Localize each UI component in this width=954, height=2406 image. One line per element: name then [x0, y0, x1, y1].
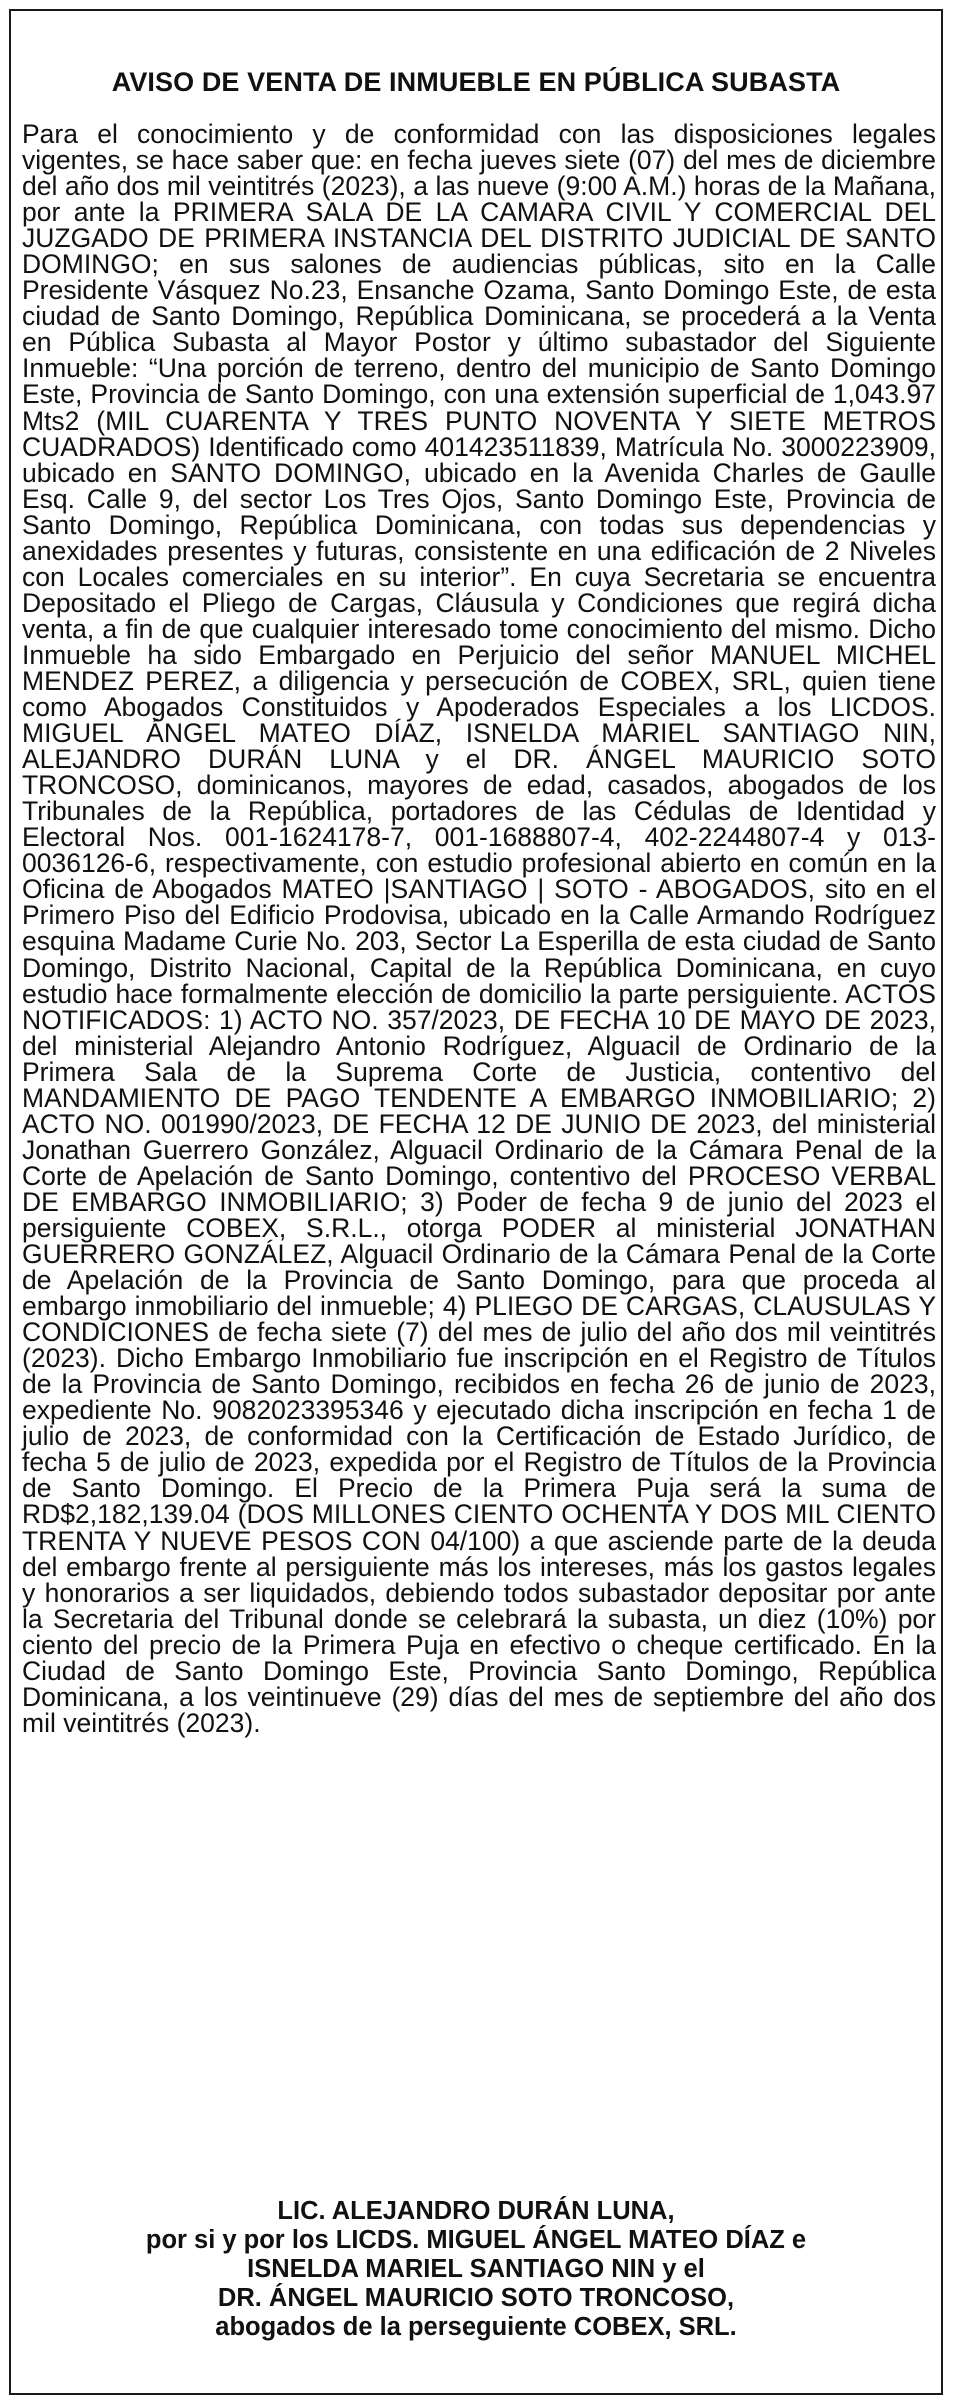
signature-line-1: LIC. ALEJANDRO DURÁN LUNA,	[277, 2197, 675, 2225]
notice-title: AVISO DE VENTA DE INMUEBLE EN PÚBLICA SUBASTA	[111, 67, 841, 97]
signature-line-5: abogados de la perseguiente COBEX, SRL.	[215, 2313, 737, 2341]
notice-frame	[9, 9, 943, 2395]
notice-body: Para el conocimiento y de conformidad con las disposiciones legales vigentes, se hace saber que: en fecha jueves siete (07) del mes de diciembre del año dos mil veintitrés (2023), a las nueve (9:00 A.M.) horas de la Mañana, por ante la PRIMERA SALA DE LA CAMARA CIVIL Y COMERCIAL DEL JUZGADO DE PRIMERA INSTANCIA DEL DISTRITO JUDICIAL DE SANTO DOMINGO; en sus salones de audiencias públicas, sito en la Calle Presidente Vásquez No.23, Ensanche Ozama, Santo Domingo Este, de esta ciudad de Santo Domingo, República Dominicana, se procederá a la Venta en Pública Subasta al Mayor Postor y último subastador del Siguiente Inmueble: “Una porción de terreno, dentro del municipio de Santo Domingo Este, Provincia de Santo Domingo, con una extensión superficial de 1,043.97 Mts2 (MIL CUARENTA Y TRES PUNTO NOVENTA Y SIETE METROS CUADRADOS) Identificado como 401423511839, Matrícula No. 3000223909, ubicado en SANTO DOMINGO, ubicado en la Avenida Charles de Gaulle Esq. Calle 9, del sector Los Tres Ojos, Santo Domingo Este, Provincia de Santo Domingo, República Dominicana, con todas sus dependencias y anexidades presentes y futuras, consistente en una edificación de 2 Niveles con Locales comerciales en su interior”. En cuya Secretaria se encuentra Depositado el Pliego de Cargas, Cláusula y Condiciones que regirá dicha venta, a fin de que cualquier interesado tome conocimiento del mismo. Dicho Inmueble ha sido Embargado en Perjuicio del señor MANUEL MICHEL MENDEZ PEREZ, a diligencia y persecución de COBEX, SRL, quien tiene como Abogados Constituidos y Apoderados Especiales a los LICDOS. MIGUEL ÁNGEL MATEO DÍAZ, ISNELDA MARIEL SANTIAGO NIN, ALEJANDRO DURÁN LUNA y el DR. ÁNGEL MAURICIO SOTO TRONCOSO, dominicanos, mayores de edad, casados, abogados de los Tribunales de la República, portadores de las Cédulas de Identidad y Electoral Nos. 001-1624178-7, 001-1688807-4, 402-2244807-4 y 013-0036126-6, respectivamente, con estudio profesional abierto en común en la Oficina de Abogados MATEO |SANTIAGO | SOTO - ABOGADOS, sito en el Primero Piso del Edificio Prodovisa, ubicado en la Calle Armando Rodríguez esquina Madame Curie No. 203, Sector La Esperilla de esta ciudad de Santo Domingo, Distrito Nacional, Capital de la República Dominicana, en cuyo estudio hace formalmente elección de domicilio la parte persiguiente. ACTOS NOTIFICADOS: 1) ACTO NO. 357/2023, DE FECHA 10 DE MAYO DE 2023, del ministerial Alejandro Antonio Rodríguez, Alguacil de Ordinario de la Primera Sala de la Suprema Corte de Justicia, contentivo del MANDAMIENTO DE PAGO TENDENTE A EMBARGO INMOBILIARIO; 2) ACTO NO. 001990/2023, DE FECHA 12 DE JUNIO DE 2023, del ministerial Jonathan Guerrero González, Alguacil Ordinario de la Cámara Penal de la Corte de Apelación de Santo Domingo, contentivo del PROCESO VERBAL DE EMBARGO INMOBILIARIO; 3) Poder de fecha 9 de junio del 2023 el persiguiente COBEX, S.R.L., otorga PODER al ministerial JONATHAN GUERRERO GONZÁLEZ, Alguacil Ordinario de la Cámara Penal de la Corte de Apelación de la Provincia de Santo Domingo, para que proceda al embargo inmobiliario del inmueble; 4) PLIEGO DE CARGAS, CLAUSULAS Y CONDICIONES de fecha siete (7) del mes de julio del año dos mil veintitrés (2023). Dicho Embargo Inmobiliario fue inscripción en el Registro de Títulos de la Provincia de Santo Domingo, recibidos en fecha 26 de junio de 2023, expediente No. 9082023395346 y ejecutado dicha inscripción en fecha 1 de julio de 2023, de conformidad con la Certificación de Estado Jurídico, de fecha 5 de julio de 2023, expedida por el Registro de Títulos de la Provincia de Santo Domingo. El Precio de la Primera Puja será la suma de RD$2,182,139.04 (DOS MILLONES CIENTO OCHENTA Y DOS MIL CIENTO TRENTA Y NUEVE PESOS CON 04/100) a que asciende parte de la deuda del embargo frente al persiguiente más los intereses, más los gastos legales y honorarios a ser liquidados, debiendo todos subastador depositar por ante la Secretaria del Tribunal donde se celebrará la subasta, un diez (10%) por ciento del precio de la Primera Puja en efectivo o cheque certificado. En la Ciudad de Santo Domingo Este, Provincia Santo Domingo, República Dominicana, a los veintinueve (29) días del mes de septiembre del año dos mil veintitrés (2023).	[22, 119, 936, 1738]
signature-line-2: por si y por los LICDS. MIGUEL ÁNGEL MATEO DÍAZ e	[145, 2226, 807, 2254]
signature-line-3: ISNELDA MARIEL SANTIAGO NIN y el	[247, 2255, 705, 2283]
signature-line-4: DR. ÁNGEL MAURICIO SOTO TRONCOSO,	[217, 2284, 735, 2312]
signature-block	[11, 2197, 941, 2342]
